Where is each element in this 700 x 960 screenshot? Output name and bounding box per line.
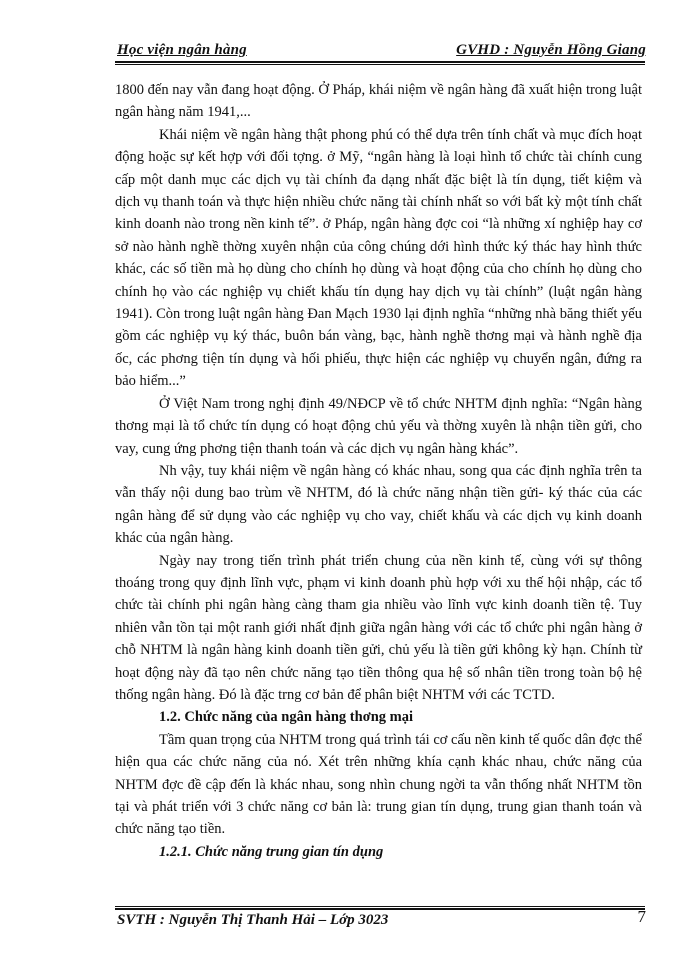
header-supervisor: GVHD : Nguyễn Hồng Giang	[456, 42, 646, 58]
header-rule-thin	[115, 64, 645, 65]
footer-rule-thin	[115, 906, 645, 907]
paragraph-summary: Nh vậy, tuy khái niệm về ngân hàng có khác nhau, song qua các định nghĩa trên ta vẫn thấy nội dung bao trùm về NHTM, đó là chức năng nhận tiền gửi- ký thác của các ngân hàng để sử dụng vào các nghiệp vụ cho vay, chiết khấu và các dịch vụ kinh doanh khác của ngân hàng.	[115, 462, 642, 547]
footer-student: SVTH : Nguyễn Thị Thanh Hải – Lớp 3023	[117, 912, 389, 928]
page-body	[115, 79, 642, 863]
paragraph-bank-definitions: Khái niệm về ngân hàng thật phong phú có thể dựa trên tính chất và mục đích hoạt động hoặc sự kết hợp với đối tợng. ở Mỹ, “ngân hàng là loại hình tổ chức tài chính cung cấp một danh mục các dịch vụ tài chính đa dạng nhất đặc biệt là tín dụng, tiết kiệm và dịch vụ thanh toán và thực hiện nhiều chức năng tài chính nhất so với bất kỳ một tính chất kinh doanh nào trong nền kinh tế”. ở Pháp, ngân hàng đợc coi “là những xí nghiệp hay cơ sở nào hành nghề thờng xuyên nhận của công chúng dới hình thức ký thác hay hình thức khác, các số tiền mà họ dùng cho chính họ dùng và hoạt động của cho chính họ dùng cho chính họ vào các nghiệp vụ chiết khấu tín dụng hay dịch vụ tài chính” (luật ngân hàng 1941). Còn trong luật ngân hàng Đan Mạch 1930 lại định nghĩa “những nhà băng thiết yếu gồm các nghiệp vụ ký thác, buôn bán vàng, bạc, hành nghề thơng mại và hành nghề địa ốc, các phơng tiện tín dụng và hối phiếu, thực hiện các nghiệp vụ chuyển ngân, đứng ra bảo hiểm...”	[115, 126, 642, 390]
header-rule-thick	[115, 61, 645, 63]
paragraph-continuation: 1800 đến nay vẫn đang hoạt động. Ở Pháp, khái niệm về ngân hàng đã xuất hiện trong luật ngân hàng năm 1941,...	[115, 82, 642, 121]
paragraph-modern-context: Ngày nay trong tiến trình phát triển chung của nền kinh tế, cùng với sự thông thoáng trong quy định lĩnh vực, phạm vi kinh doanh phù hợp với xu thế hội nhập, các tổ chức tài chính phi ngân hàng càng tham gia nhiều vào lĩnh vực kinh doanh tiền tệ. Tuy nhiên vẫn tồn tại một ranh giới nhất định giữa ngân hàng với các tổ chức phi ngân hàng ở chỗ NHTM là ngân hàng kinh doanh tiền gửi, chủ yếu là tiền gửi không kỳ hạn. Chính từ hoạt động này đã tạo nên chức năng tạo tiền thông qua hệ số nhân tiền trong toàn bộ hệ thống ngân hàng. Đó là đặc trng cơ bản để phân biệt NHTM với các TCTD.	[115, 552, 642, 703]
page-number: 7	[637, 907, 646, 926]
footer-rule-thick	[115, 908, 645, 910]
paragraph-vietnam-definition: Ở Việt Nam trong nghị định 49/NĐCP về tổ chức NHTM định nghĩa: “Ngân hàng thơng mại là tổ chức tín dụng có hoạt động chủ yếu và thờng xuyên là nhận tiền gửi, cho vay, cung ứng phơng tiện thanh toán và các dịch vụ ngân hàng khác”.	[115, 395, 642, 457]
header-institution: Học viện ngân hàng	[117, 42, 247, 58]
section-heading: 1.2. Chức năng của ngân hàng thơng mại	[159, 709, 414, 726]
subsection-heading: 1.2.1. Chức năng trung gian tín dụng	[159, 843, 384, 860]
paragraph-functions: Tầm quan trọng của NHTM trong quá trình tái cơ cấu nền kinh tế quốc dân đợc thể hiện qua các chức năng của nó. Xét trên những khía cạnh khác nhau, chức năng của NHTM đợc đề cập đến là khác nhau, song nhìn chung ngời ta vẫn thống nhất NHTM tồn tại và phát triển với 3 chức năng cơ bản là: trung gian tín dụng, trung gian thanh toán và chức năng tạo tiền.	[115, 731, 642, 838]
